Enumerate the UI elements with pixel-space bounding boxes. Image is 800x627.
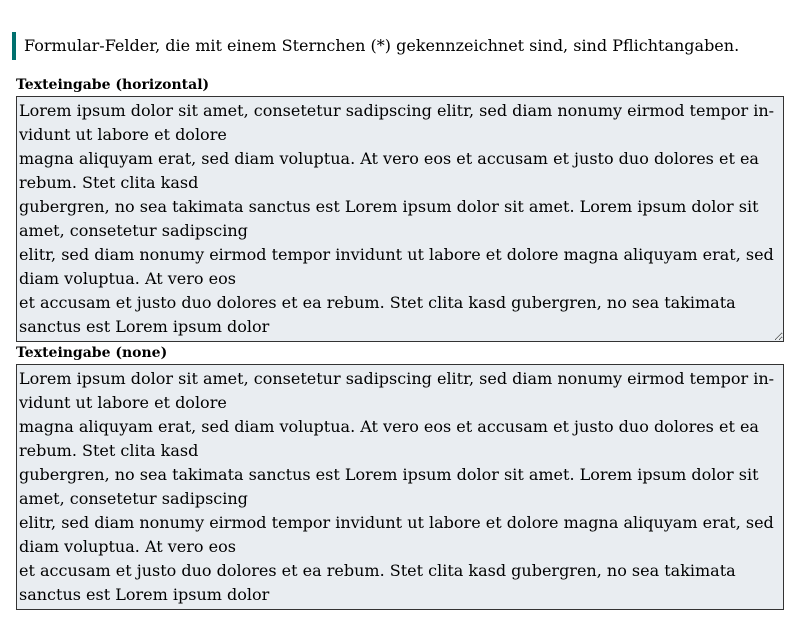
textarea-horizontal-resize[interactable] — [16, 96, 784, 342]
textarea-no-resize-label: Texteingabe (none) — [16, 345, 168, 361]
textarea-horizontal-label: Texteingabe (horizontal) — [16, 77, 210, 93]
textarea-no-resize[interactable] — [16, 364, 784, 610]
required-fields-notice: Formular-Felder, die mit einem Sternchen (*) gekennzeichnet sind, sind Pflichtangaben. — [12, 32, 782, 60]
